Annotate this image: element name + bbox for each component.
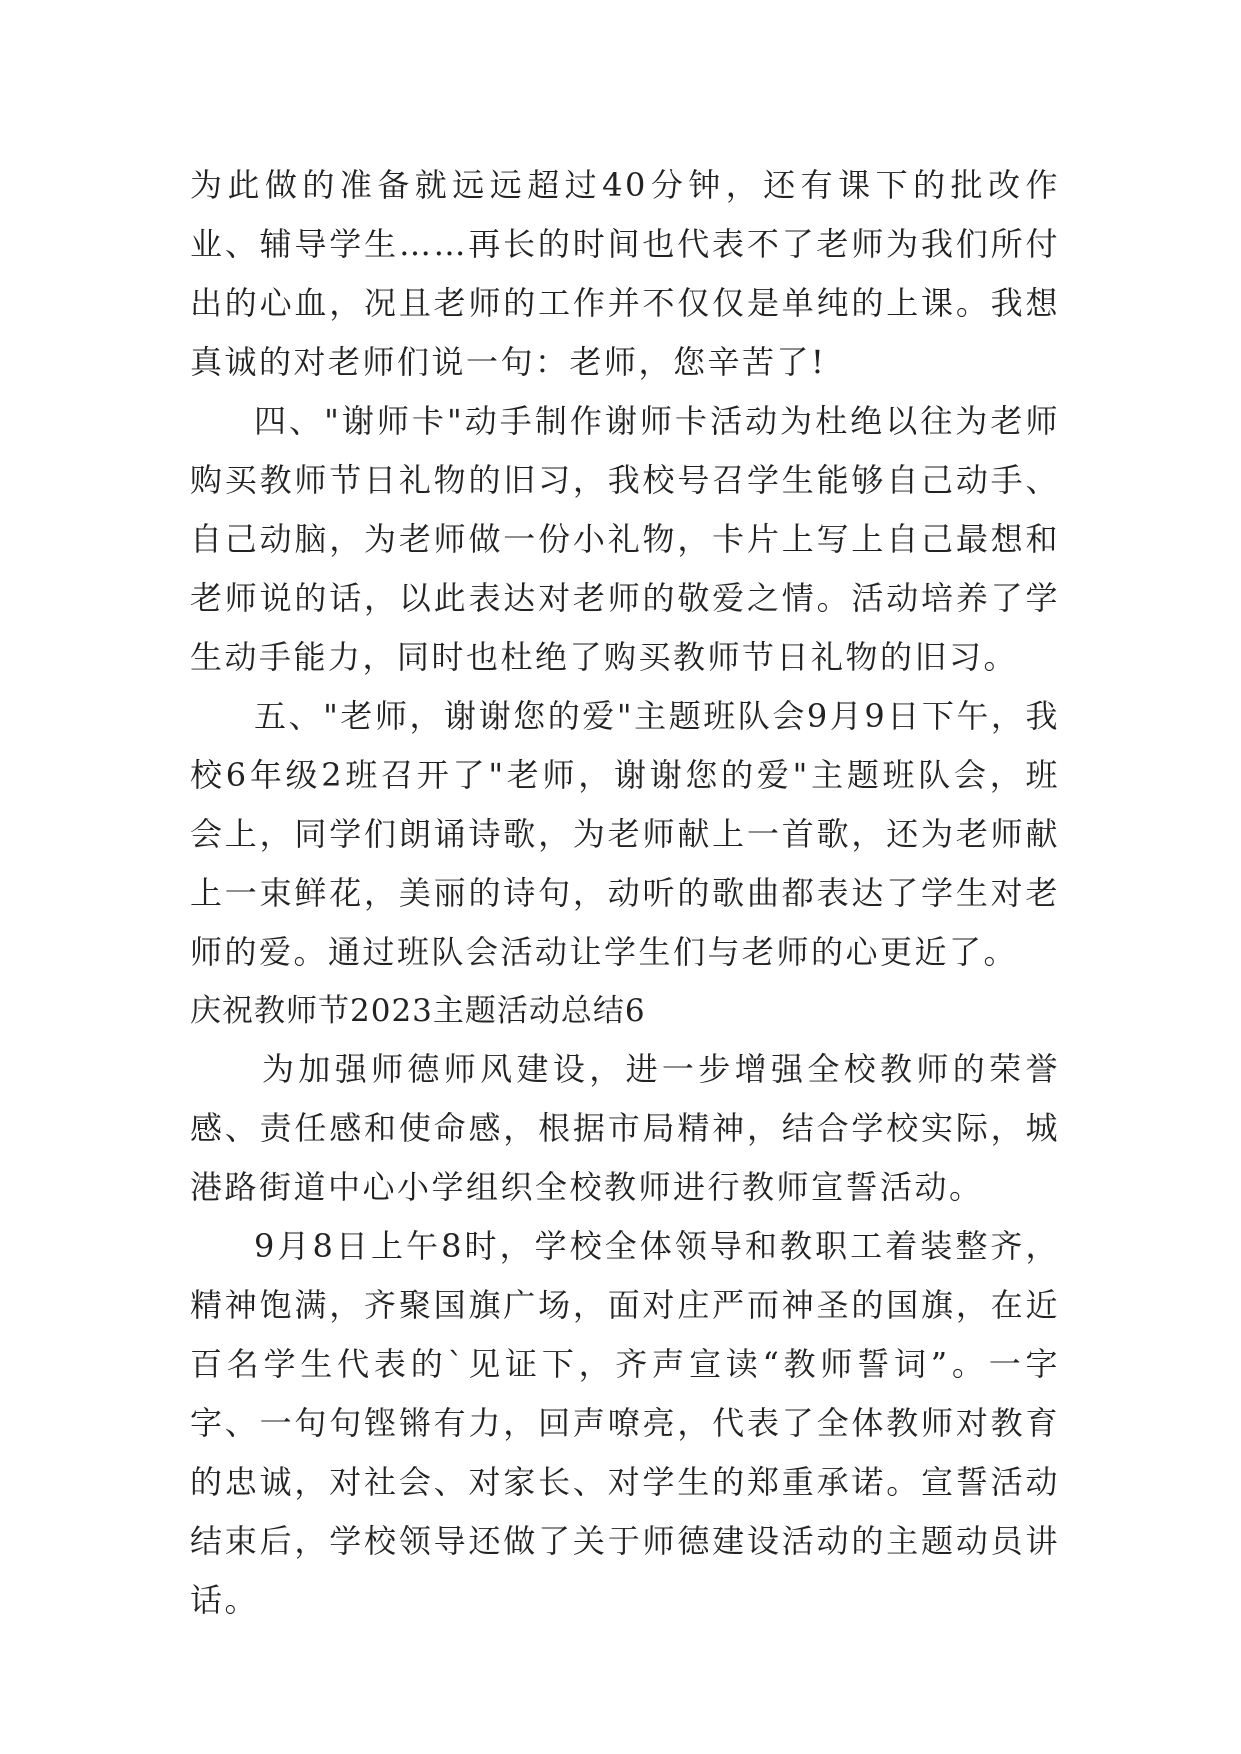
paragraph-class-meeting: 五、"老师，谢谢您的爱"主题班队会9月9日下午，我校6年级2班召开了"老师，谢谢您的爱"主题班队会，班会上，同学们朗诵诗歌，为老师献上一首歌，还为老师献上一束鲜花，美丽的诗句，动听的歌曲都表达了学生对老师的爱。通过班队会活动让学生们与老师的心更近了。 <box>190 697 1060 971</box>
document-body <box>190 156 1060 1630</box>
paragraph-oath-ceremony: 9月8日上午8时，学校全体领导和教职工着装整齐，精神饱满，齐聚国旗广场，面对庄严而神圣的国旗，在近百名学生代表的`见证下，齐声宣读“教师誓词”。一字字、一句句铿锵有力，回声嘹亮，代表了全体教师对教育的忠诚，对社会、对家长、对学生的郑重承诺。宣誓活动结束后，学校领导还做了关于师德建设活动的主题动员讲话。 <box>190 1227 1060 1619</box>
paragraph-thank-you-card: 四、"谢师卡"动手制作谢师卡活动为杜绝以往为老师购买教师节日礼物的旧习，我校号召学生能够自己动手、自己动脑，为老师做一份小礼物，卡片上写上自己最想和老师说的话，以此表达对老师的敬爱之情。活动培养了学生动手能力，同时也杜绝了购买教师节日礼物的旧习。 <box>190 402 1060 676</box>
paragraph-preparation-time: 为此做的准备就远远超过40分钟，还有课下的批改作业、辅导学生……再长的时间也代表不了老师为我们所付出的心血，况且老师的工作并不仅仅是单纯的上课。我想真诚的对老师们说一句：老师，您辛苦了! <box>190 166 1060 381</box>
paragraph-oath-intro: 为加强师德师风建设，进一步增强全校教师的荣誉感、责任感和使命感，根据市局精神，结合学校实际，城港路街道中心小学组织全校教师进行教师宣誓活动。 <box>190 1050 1060 1206</box>
section-heading: 庆祝教师节2023主题活动总结6 <box>190 993 646 1029</box>
